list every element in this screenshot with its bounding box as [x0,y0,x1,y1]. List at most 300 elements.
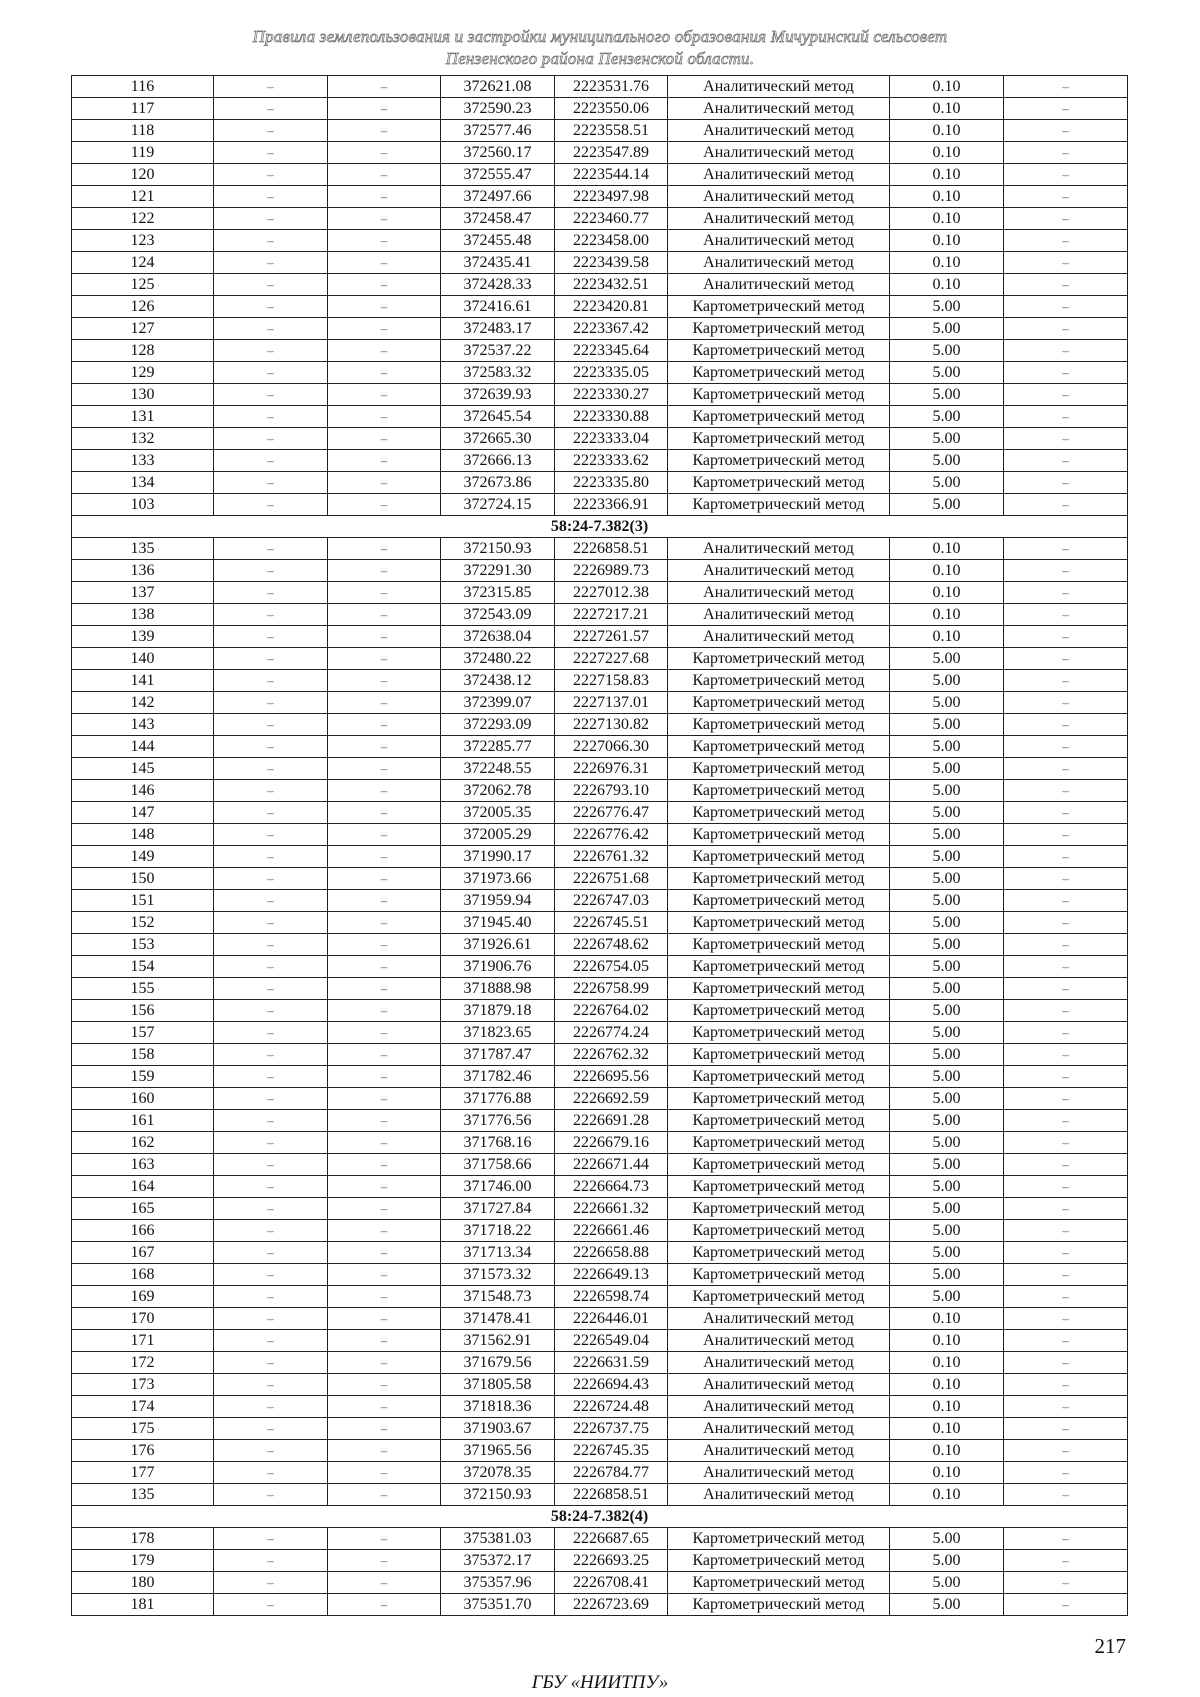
col-2-cell: – [214,274,328,296]
col-3-cell: – [328,1308,441,1330]
y-coordinate-cell: 2226764.02 [555,1000,668,1022]
col-8-cell: – [1004,626,1128,648]
point-number-cell: 124 [72,252,214,274]
point-number-cell: 135 [72,538,214,560]
col-3-cell: – [328,758,441,780]
table-row [72,1462,1128,1484]
method-cell: Аналитический метод [668,1330,890,1352]
col-2-cell: – [214,648,328,670]
method-cell: Аналитический метод [668,1418,890,1440]
col-2-cell: – [214,1198,328,1220]
col-8-cell: – [1004,428,1128,450]
table-row [72,560,1128,582]
header-line-2: Пензенского района Пензенской области. [445,49,755,68]
accuracy-cell: 5.00 [890,978,1004,1000]
accuracy-cell: 5.00 [890,1198,1004,1220]
point-number-cell: 161 [72,1110,214,1132]
col-3-cell: – [328,978,441,1000]
col-8-cell: – [1004,98,1128,120]
col-8-cell: – [1004,164,1128,186]
table-row [72,1440,1128,1462]
y-coordinate-cell: 2227261.57 [555,626,668,648]
method-cell: Картометрический метод [668,1286,890,1308]
col-3-cell: – [328,1242,441,1264]
col-3-cell: – [328,318,441,340]
table-row [72,1198,1128,1220]
col-8-cell: – [1004,274,1128,296]
method-cell: Картометрический метод [668,1132,890,1154]
document-header [0,26,1200,70]
col-2-cell: – [214,1154,328,1176]
col-3-cell: – [328,692,441,714]
table-row [72,1066,1128,1088]
x-coordinate-cell: 372293.09 [441,714,555,736]
table-row [72,296,1128,318]
accuracy-cell: 5.00 [890,1264,1004,1286]
method-cell: Аналитический метод [668,560,890,582]
method-cell: Картометрический метод [668,1594,890,1616]
accuracy-cell: 5.00 [890,1088,1004,1110]
col-2-cell: – [214,1550,328,1572]
table-row [72,1352,1128,1374]
point-number-cell: 134 [72,472,214,494]
y-coordinate-cell: 2227227.68 [555,648,668,670]
y-coordinate-cell: 2223335.05 [555,362,668,384]
point-number-cell: 118 [72,120,214,142]
section-row [72,516,1128,538]
y-coordinate-cell: 2226687.65 [555,1528,668,1550]
method-cell: Картометрический метод [668,1550,890,1572]
col-2-cell: – [214,890,328,912]
method-cell: Картометрический метод [668,406,890,428]
col-2-cell: – [214,1286,328,1308]
col-8-cell: – [1004,1374,1128,1396]
y-coordinate-cell: 2226679.16 [555,1132,668,1154]
accuracy-cell: 5.00 [890,1000,1004,1022]
y-coordinate-cell: 2223333.62 [555,450,668,472]
col-3-cell: – [328,252,441,274]
col-2-cell: – [214,802,328,824]
y-coordinate-cell: 2226723.69 [555,1594,668,1616]
col-8-cell: – [1004,142,1128,164]
point-number-cell: 145 [72,758,214,780]
point-number-cell: 142 [72,692,214,714]
table-row [72,450,1128,472]
method-cell: Картометрический метод [668,296,890,318]
point-number-cell: 159 [72,1066,214,1088]
point-number-cell: 162 [72,1132,214,1154]
col-2-cell: – [214,1484,328,1506]
method-cell: Картометрический метод [668,1198,890,1220]
table-row [72,1000,1128,1022]
col-3-cell: – [328,560,441,582]
y-coordinate-cell: 2223460.77 [555,208,668,230]
x-coordinate-cell: 371926.61 [441,934,555,956]
table-row [72,274,1128,296]
x-coordinate-cell: 372291.30 [441,560,555,582]
method-cell: Аналитический метод [668,604,890,626]
col-3-cell: – [328,230,441,252]
x-coordinate-cell: 371818.36 [441,1396,555,1418]
accuracy-cell: 0.10 [890,560,1004,582]
method-cell: Картометрический метод [668,1088,890,1110]
x-coordinate-cell: 371713.34 [441,1242,555,1264]
point-number-cell: 146 [72,780,214,802]
col-8-cell: – [1004,1396,1128,1418]
method-cell: Картометрический метод [668,978,890,1000]
y-coordinate-cell: 2223330.88 [555,406,668,428]
accuracy-cell: 0.10 [890,538,1004,560]
col-3-cell: – [328,868,441,890]
x-coordinate-cell: 375351.70 [441,1594,555,1616]
table-row [72,318,1128,340]
y-coordinate-cell: 2227158.83 [555,670,668,692]
col-8-cell: – [1004,1484,1128,1506]
accuracy-cell: 0.10 [890,142,1004,164]
point-number-cell: 126 [72,296,214,318]
point-number-cell: 103 [72,494,214,516]
col-2-cell: – [214,670,328,692]
x-coordinate-cell: 371805.58 [441,1374,555,1396]
y-coordinate-cell: 2226692.59 [555,1088,668,1110]
point-number-cell: 157 [72,1022,214,1044]
table-row [72,1330,1128,1352]
col-2-cell: – [214,780,328,802]
x-coordinate-cell: 372248.55 [441,758,555,780]
col-2-cell: – [214,1220,328,1242]
x-coordinate-cell: 371782.46 [441,1066,555,1088]
col-3-cell: – [328,428,441,450]
table-row [72,670,1128,692]
col-8-cell: – [1004,472,1128,494]
x-coordinate-cell: 371776.56 [441,1110,555,1132]
point-number-cell: 141 [72,670,214,692]
method-cell: Аналитический метод [668,1462,890,1484]
x-coordinate-cell: 371973.66 [441,868,555,890]
col-8-cell: – [1004,494,1128,516]
col-8-cell: – [1004,1330,1128,1352]
col-8-cell: – [1004,1176,1128,1198]
col-2-cell: – [214,494,328,516]
col-8-cell: – [1004,318,1128,340]
accuracy-cell: 5.00 [890,318,1004,340]
col-3-cell: – [328,582,441,604]
table-row [72,384,1128,406]
col-3-cell: – [328,538,441,560]
col-2-cell: – [214,1264,328,1286]
col-2-cell: – [214,1572,328,1594]
method-cell: Картометрический метод [668,472,890,494]
col-2-cell: – [214,384,328,406]
col-3-cell: – [328,670,441,692]
method-cell: Картометрический метод [668,1528,890,1550]
col-2-cell: – [214,1418,328,1440]
col-2-cell: – [214,1066,328,1088]
col-8-cell: – [1004,1286,1128,1308]
col-8-cell: – [1004,802,1128,824]
accuracy-cell: 0.10 [890,208,1004,230]
table-row [72,956,1128,978]
x-coordinate-cell: 372399.07 [441,692,555,714]
x-coordinate-cell: 371768.16 [441,1132,555,1154]
accuracy-cell: 5.00 [890,428,1004,450]
y-coordinate-cell: 2226858.51 [555,1484,668,1506]
col-8-cell: – [1004,1308,1128,1330]
col-8-cell: – [1004,846,1128,868]
y-coordinate-cell: 2226694.43 [555,1374,668,1396]
col-3-cell: – [328,956,441,978]
accuracy-cell: 0.10 [890,98,1004,120]
accuracy-cell: 5.00 [890,472,1004,494]
accuracy-cell: 0.10 [890,1440,1004,1462]
x-coordinate-cell: 371718.22 [441,1220,555,1242]
col-8-cell: – [1004,450,1128,472]
col-2-cell: – [214,1594,328,1616]
table-row [72,714,1128,736]
col-2-cell: – [214,406,328,428]
point-number-cell: 153 [72,934,214,956]
col-2-cell: – [214,450,328,472]
accuracy-cell: 5.00 [890,1176,1004,1198]
col-3-cell: – [328,384,441,406]
point-number-cell: 117 [72,98,214,120]
col-2-cell: – [214,582,328,604]
y-coordinate-cell: 2223366.91 [555,494,668,516]
table-row [72,1484,1128,1506]
col-2-cell: – [214,560,328,582]
col-2-cell: – [214,736,328,758]
col-3-cell: – [328,1484,441,1506]
point-number-cell: 150 [72,868,214,890]
y-coordinate-cell: 2226747.03 [555,890,668,912]
accuracy-cell: 5.00 [890,890,1004,912]
method-cell: Аналитический метод [668,274,890,296]
x-coordinate-cell: 372285.77 [441,736,555,758]
y-coordinate-cell: 2226708.41 [555,1572,668,1594]
method-cell: Картометрический метод [668,384,890,406]
accuracy-cell: 5.00 [890,494,1004,516]
y-coordinate-cell: 2226598.74 [555,1286,668,1308]
method-cell: Картометрический метод [668,1264,890,1286]
col-8-cell: – [1004,120,1128,142]
col-8-cell: – [1004,1022,1128,1044]
x-coordinate-cell: 372577.46 [441,120,555,142]
method-cell: Картометрический метод [668,450,890,472]
col-8-cell: – [1004,560,1128,582]
y-coordinate-cell: 2226858.51 [555,538,668,560]
table-row [72,648,1128,670]
table-row [72,230,1128,252]
y-coordinate-cell: 2226658.88 [555,1242,668,1264]
col-8-cell: – [1004,296,1128,318]
point-number-cell: 130 [72,384,214,406]
x-coordinate-cell: 371776.88 [441,1088,555,1110]
table-row [72,98,1128,120]
y-coordinate-cell: 2226976.31 [555,758,668,780]
col-2-cell: – [214,692,328,714]
col-3-cell: – [328,208,441,230]
x-coordinate-cell: 371478.41 [441,1308,555,1330]
col-2-cell: – [214,626,328,648]
accuracy-cell: 5.00 [890,296,1004,318]
col-8-cell: – [1004,1088,1128,1110]
method-cell: Картометрический метод [668,340,890,362]
table-row [72,846,1128,868]
col-8-cell: – [1004,1528,1128,1550]
col-8-cell: – [1004,186,1128,208]
col-8-cell: – [1004,538,1128,560]
col-3-cell: – [328,1550,441,1572]
x-coordinate-cell: 371573.32 [441,1264,555,1286]
y-coordinate-cell: 2223544.14 [555,164,668,186]
col-8-cell: – [1004,670,1128,692]
col-2-cell: – [214,142,328,164]
accuracy-cell: 5.00 [890,1286,1004,1308]
point-number-cell: 177 [72,1462,214,1484]
x-coordinate-cell: 372555.47 [441,164,555,186]
col-8-cell: – [1004,1462,1128,1484]
table-row [72,1176,1128,1198]
y-coordinate-cell: 2226784.77 [555,1462,668,1484]
x-coordinate-cell: 372078.35 [441,1462,555,1484]
point-number-cell: 181 [72,1594,214,1616]
method-cell: Картометрический метод [668,692,890,714]
y-coordinate-cell: 2226724.48 [555,1396,668,1418]
col-3-cell: – [328,1440,441,1462]
x-coordinate-cell: 372537.22 [441,340,555,362]
method-cell: Аналитический метод [668,1396,890,1418]
method-cell: Аналитический метод [668,1440,890,1462]
col-3-cell: – [328,98,441,120]
method-cell: Картометрический метод [668,956,890,978]
col-3-cell: – [328,296,441,318]
method-cell: Аналитический метод [668,1484,890,1506]
accuracy-cell: 0.10 [890,252,1004,274]
x-coordinate-cell: 372621.08 [441,76,555,98]
accuracy-cell: 0.10 [890,1418,1004,1440]
y-coordinate-cell: 2226737.75 [555,1418,668,1440]
table-row [72,1110,1128,1132]
x-coordinate-cell: 371945.40 [441,912,555,934]
accuracy-cell: 5.00 [890,1044,1004,1066]
col-3-cell: – [328,142,441,164]
method-cell: Аналитический метод [668,1374,890,1396]
col-8-cell: – [1004,648,1128,670]
point-number-cell: 128 [72,340,214,362]
table-row [72,1088,1128,1110]
y-coordinate-cell: 2226745.35 [555,1440,668,1462]
table-row [72,780,1128,802]
x-coordinate-cell: 375381.03 [441,1528,555,1550]
method-cell: Картометрический метод [668,362,890,384]
point-number-cell: 147 [72,802,214,824]
table-row [72,758,1128,780]
col-2-cell: – [214,1110,328,1132]
col-2-cell: – [214,1440,328,1462]
col-8-cell: – [1004,1000,1128,1022]
y-coordinate-cell: 2227066.30 [555,736,668,758]
y-coordinate-cell: 2223420.81 [555,296,668,318]
point-number-cell: 136 [72,560,214,582]
col-8-cell: – [1004,252,1128,274]
document-footer: ГБУ «НИИТПУ» [531,1672,669,1693]
table-row [72,1286,1128,1308]
x-coordinate-cell: 372560.17 [441,142,555,164]
col-3-cell: – [328,1286,441,1308]
col-2-cell: – [214,846,328,868]
accuracy-cell: 0.10 [890,582,1004,604]
table-row [72,1022,1128,1044]
point-number-cell: 127 [72,318,214,340]
method-cell: Картометрический метод [668,736,890,758]
point-number-cell: 165 [72,1198,214,1220]
x-coordinate-cell: 372583.32 [441,362,555,384]
col-2-cell: – [214,164,328,186]
y-coordinate-cell: 2223333.04 [555,428,668,450]
method-cell: Картометрический метод [668,648,890,670]
point-number-cell: 139 [72,626,214,648]
col-3-cell: – [328,934,441,956]
col-3-cell: – [328,186,441,208]
x-coordinate-cell: 371787.47 [441,1044,555,1066]
point-number-cell: 166 [72,1220,214,1242]
accuracy-cell: 5.00 [890,824,1004,846]
table-row [72,1374,1128,1396]
x-coordinate-cell: 372005.29 [441,824,555,846]
y-coordinate-cell: 2223367.42 [555,318,668,340]
x-coordinate-cell: 372062.78 [441,780,555,802]
y-coordinate-cell: 2223547.89 [555,142,668,164]
y-coordinate-cell: 2226776.42 [555,824,668,846]
col-2-cell: – [214,1396,328,1418]
y-coordinate-cell: 2223531.76 [555,76,668,98]
col-3-cell: – [328,780,441,802]
point-number-cell: 122 [72,208,214,230]
col-2-cell: – [214,362,328,384]
col-3-cell: – [328,802,441,824]
table-row [72,1264,1128,1286]
x-coordinate-cell: 371548.73 [441,1286,555,1308]
col-3-cell: – [328,1044,441,1066]
col-3-cell: – [328,450,441,472]
accuracy-cell: 0.10 [890,186,1004,208]
x-coordinate-cell: 371562.91 [441,1330,555,1352]
col-3-cell: – [328,1176,441,1198]
col-8-cell: – [1004,582,1128,604]
col-3-cell: – [328,1528,441,1550]
table-row [72,868,1128,890]
col-2-cell: – [214,1000,328,1022]
x-coordinate-cell: 372480.22 [441,648,555,670]
y-coordinate-cell: 2226631.59 [555,1352,668,1374]
col-2-cell: – [214,1176,328,1198]
x-coordinate-cell: 372455.48 [441,230,555,252]
table-row [72,76,1128,98]
col-3-cell: – [328,846,441,868]
col-3-cell: – [328,274,441,296]
point-number-cell: 180 [72,1572,214,1594]
col-8-cell: – [1004,890,1128,912]
col-2-cell: – [214,604,328,626]
point-number-cell: 116 [72,76,214,98]
x-coordinate-cell: 371758.66 [441,1154,555,1176]
y-coordinate-cell: 2226989.73 [555,560,668,582]
x-coordinate-cell: 372639.93 [441,384,555,406]
point-number-cell: 158 [72,1044,214,1066]
col-2-cell: – [214,978,328,1000]
accuracy-cell: 5.00 [890,1154,1004,1176]
accuracy-cell: 5.00 [890,868,1004,890]
